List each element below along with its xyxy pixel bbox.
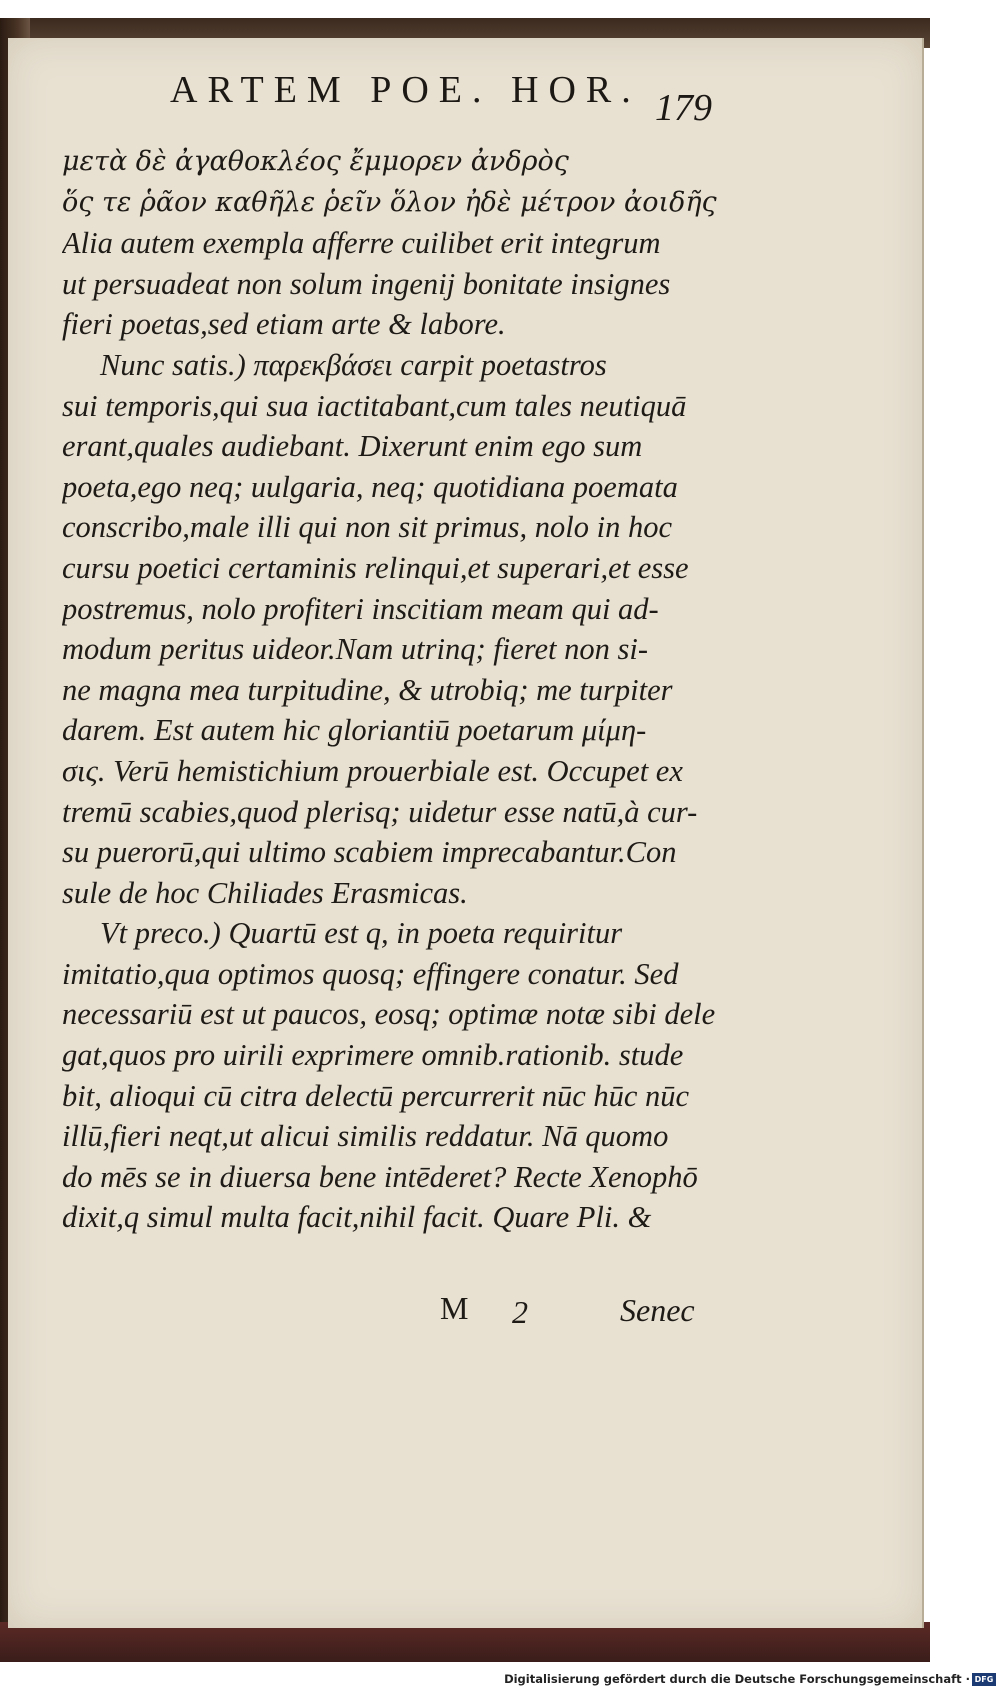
text-line: cursu poetici certaminis relinqui,et superari,et esse: [62, 550, 689, 585]
text-line: postremus, nolo profiteri inscitiam meam qui ad-: [62, 591, 659, 626]
text-line: imitatio,qua optimos quosq; effingere conatur. Sed: [62, 956, 679, 991]
text-line: modum peritus uideor.Nam utrinq; fieret non si-: [62, 632, 648, 667]
text-line: darem. Est autem hic gloriantiū poetarum μίμη-: [62, 713, 647, 748]
catchword: Senec: [620, 1292, 695, 1328]
footer-bar: [0, 1668, 1000, 1694]
text-line: fieri poetas,sed etiam arte & labore.: [62, 307, 506, 342]
text-line: sui temporis,qui sua iactitabant,cum tales neutiquā: [62, 388, 687, 423]
text-line: μετὰ δὲ ἀγαθοκλέος ἔμμορεν ἀνδρὸς: [62, 146, 569, 177]
text-line: conscribo,male illi qui non sit primus, nolo in hoc: [62, 510, 672, 545]
text-line: gat,quos pro uirili exprimere omnib.rationib. stude: [62, 1038, 684, 1073]
text-line: poeta,ego neq; uulgaria, neq; quotidiana poemata: [62, 469, 678, 504]
text-line: sule de hoc Chiliades Erasmicas.: [62, 875, 468, 910]
text-line: ut persuadeat non solum ingenij bonitate insignes: [62, 266, 671, 301]
folio-number: 179: [655, 87, 712, 129]
text-line: Alia autem exempla afferre cuilibet erit integrum: [62, 226, 661, 261]
text-line: tremū scabies,quod plerisq; uidetur esse natū,à cur-: [62, 794, 698, 829]
text-line: necessariū est ut paucos, eosq; optimæ notæ sibi dele: [62, 997, 716, 1032]
text-line: do mēs se in diuersa bene intēderet? Recte Xenophō: [62, 1159, 698, 1194]
text-line: σις. Verū hemistichium prouerbiale est. Occupet ex: [62, 753, 683, 788]
text-line: Nunc satis.) παρεκβάσει carpit poetastros: [100, 347, 607, 382]
text-line: illū,fieri neqt,ut alicui similis reddatur. Nā quomo: [62, 1119, 669, 1154]
text-line: ὅς τε ῥᾶον καθῆλε ῥεῖν ὅλον ἠδὲ μέτρον ἀοιδῆς: [62, 186, 717, 218]
running-head: ARTEM POE. HOR.: [170, 69, 641, 111]
text-line: erant,quales audiebant. Dixerunt enim ego sum: [62, 429, 643, 464]
signature-mark: M: [440, 1290, 469, 1326]
text-line: bit, alioqui cū citra delectū percurrerit nūc hūc nūc: [62, 1078, 690, 1113]
signature-number: 2: [512, 1294, 528, 1330]
text-line: ne magna mea turpitudine, & utrobiq; me turpiter: [62, 672, 673, 707]
text-line: dixit,q simul multa facit,nihil facit. Quare Pli. &: [62, 1200, 652, 1235]
book-board-bottom: [0, 1622, 930, 1662]
text-line: su puerorū,qui ultimo scabiem imprecabantur.Con: [62, 835, 677, 870]
text-line: Vt preco.) Quartū est q, in poeta requiritur: [100, 916, 623, 951]
dfg-logo-icon: DFG: [972, 1673, 996, 1686]
text-block: [62, 142, 732, 1238]
footer-credit: Digitalisierung gefördert durch die Deutsche Forschungsgemeinschaft ·: [504, 1672, 970, 1686]
